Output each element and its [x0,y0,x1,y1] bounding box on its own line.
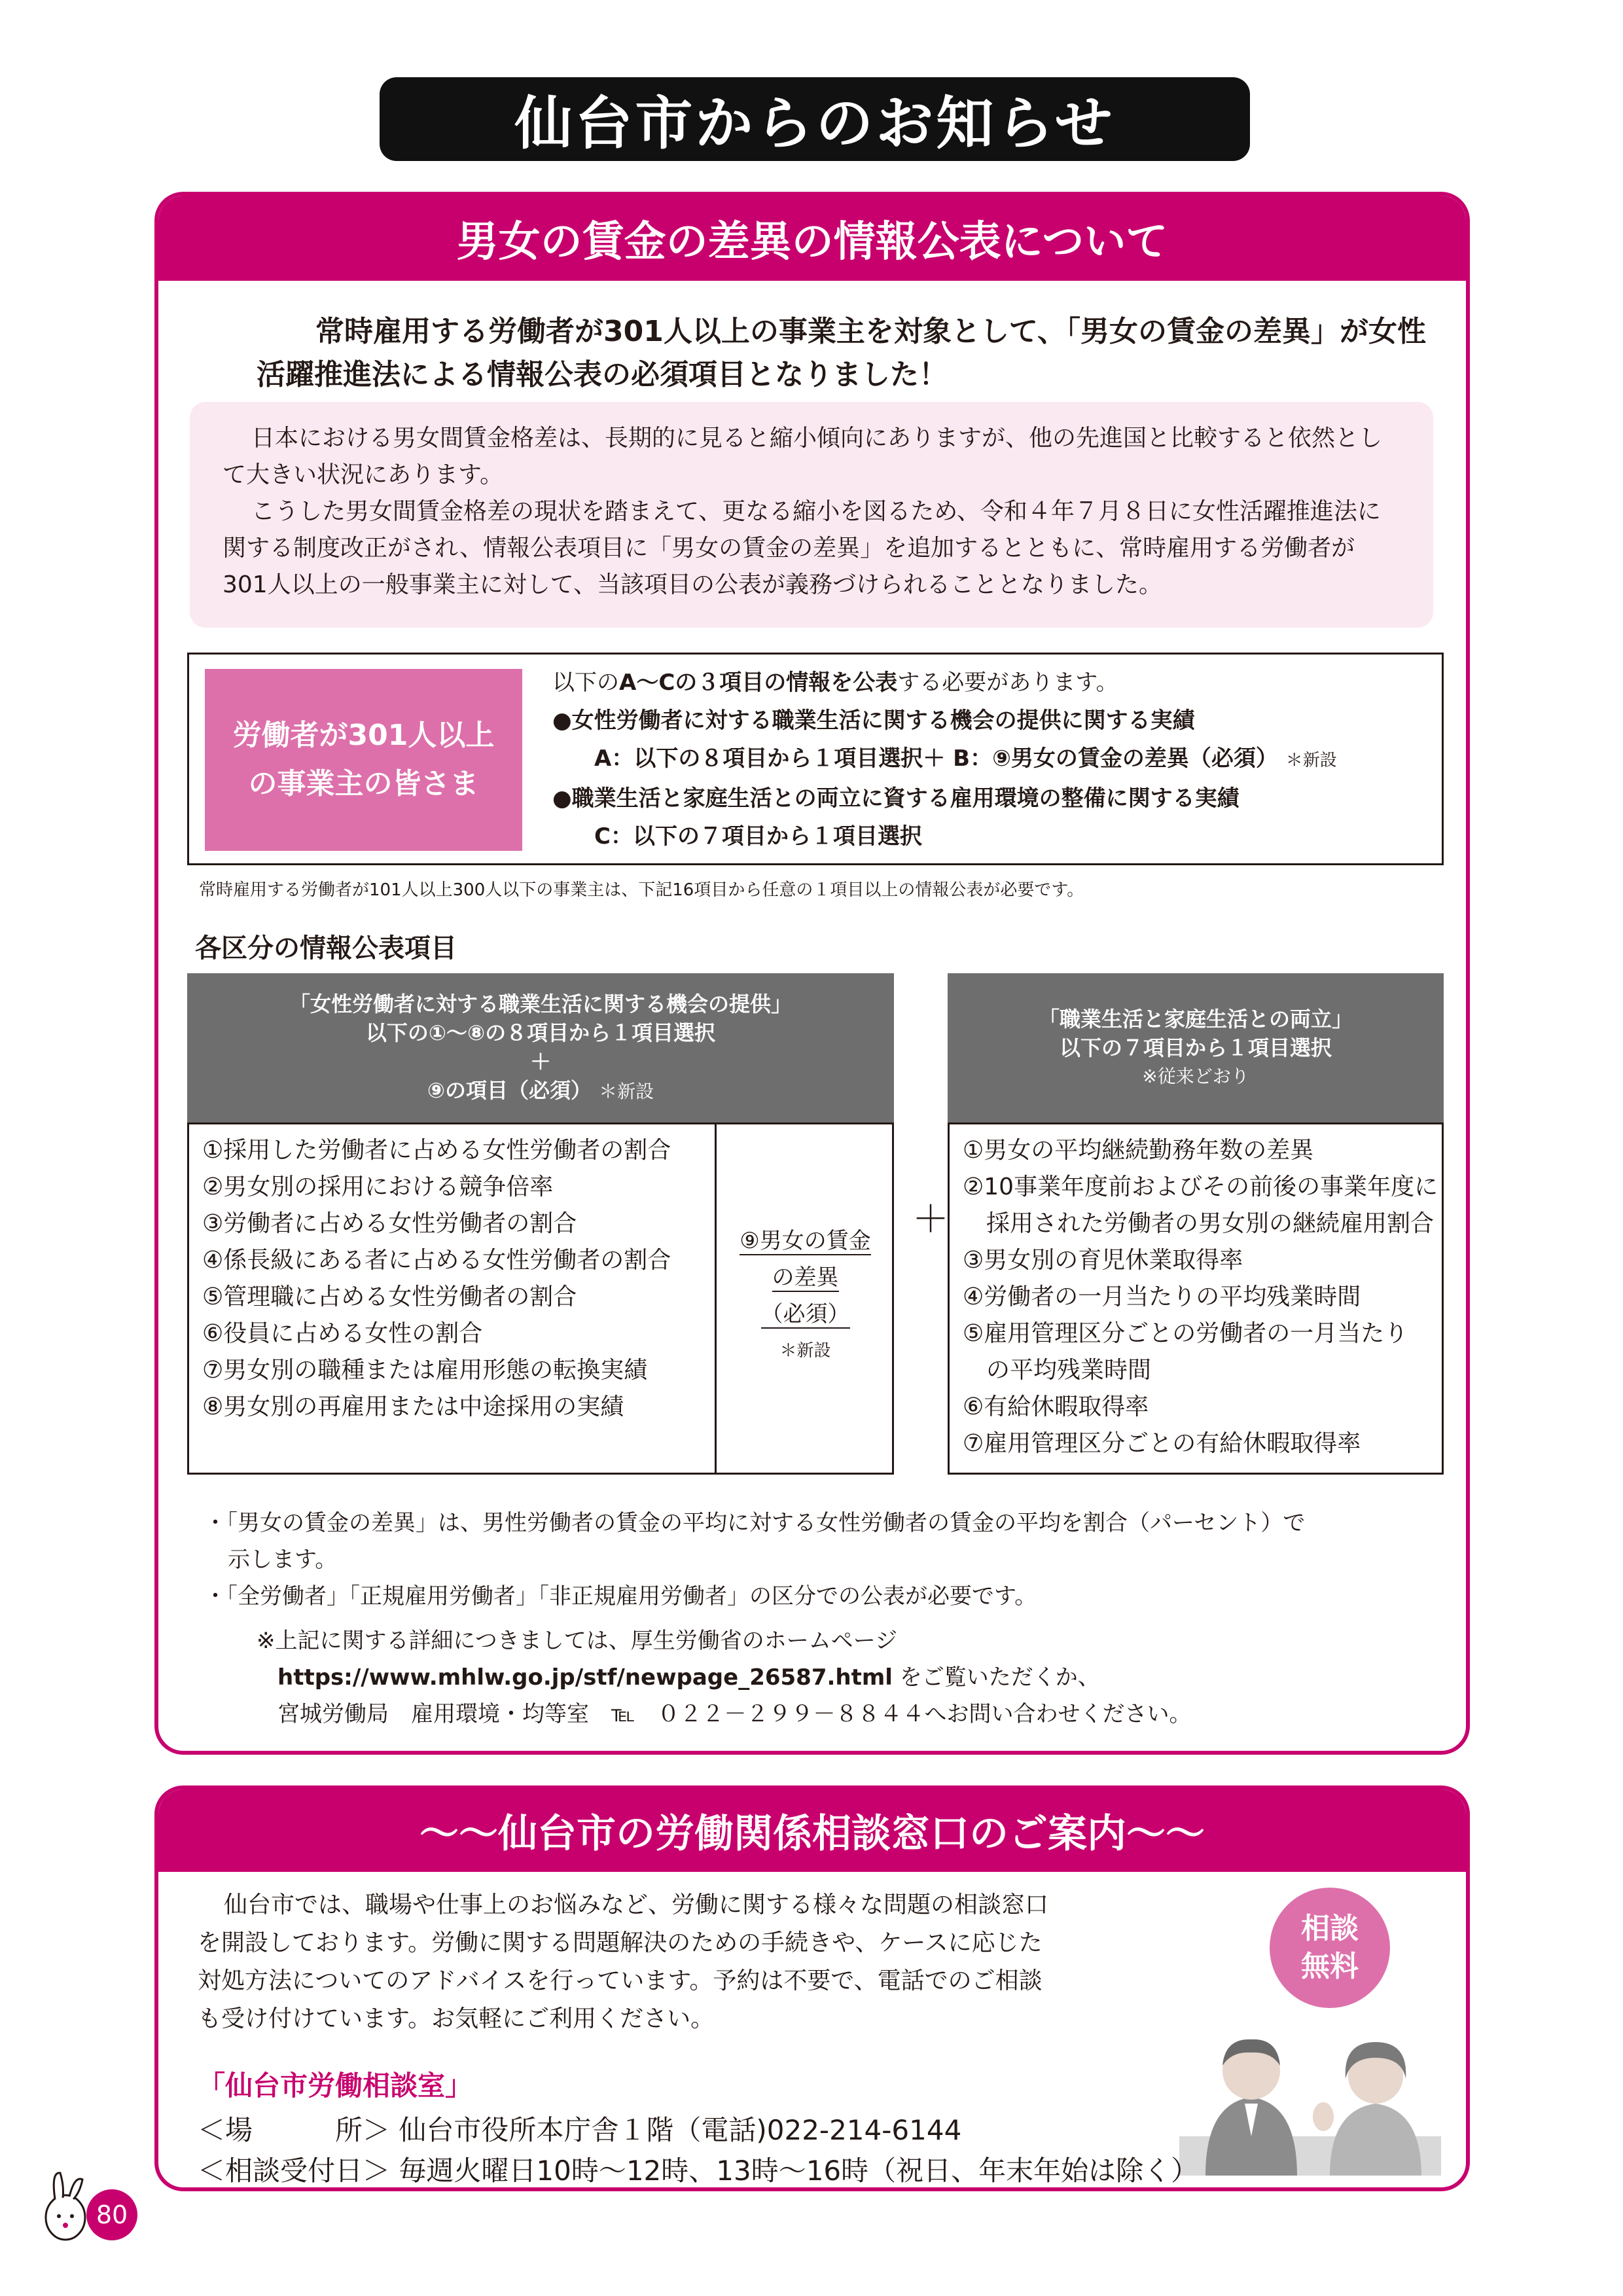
right-head-note: ※従来どおり [1142,1066,1249,1087]
note-2: ・「全労働者」「正規雇用労働者」「非正規雇用労働者」の区分での公表が必要です。 [204,1583,1037,1609]
hours-label: ＜相談受付日＞ [198,2155,391,2187]
req-intro-b: A～Cの３項目の情報を公表 [619,670,898,696]
list-item: ⑦男女別の職種または雇用形態の転換実績 [202,1357,648,1384]
list-item: ③男女別の育児休業取得率 [963,1247,1243,1274]
background-box [190,402,1433,628]
consultation-illustration [1179,2005,1441,2176]
free-consultation-badge [1270,1888,1390,2008]
list-item: ⑥役員に占める女性の割合 [202,1320,483,1347]
target-employers-box [187,653,1444,865]
note-1-line-2: 示します。 [228,1547,338,1573]
mhlw-url-link[interactable]: https://www.mhlw.go.jp/stf/newpage_26587.html [277,1664,893,1691]
reference-line-3: 宮城労働局 雇用環境・均等室 ℡ ０２２－２９９－８８４４へお問い合わせください。 [277,1701,1192,1727]
left-head-line-2: 以下の①～⑧の８項目から１項目選択 [365,1020,716,1045]
consultation-heading: ～～仙台市の労働関係相談窓口のご案内～～ [158,1789,1466,1872]
list-item: ②10事業年度前およびその前後の事業年度に [963,1174,1438,1200]
consultation-section [154,1785,1470,2191]
item9-line-2: の差異 [772,1265,839,1291]
item9-line-3: （必須） [760,1301,850,1327]
background-paragraph-2: こうした男女間賃金格差の現状を踏まえて、更なる縮小を図るため、令和４年７月８日に女性活躍推進法に関する制度改正がされ、情報公表項目に「男女の賃金の差異」を追加するとともに、常時雇用する労働者が301人以上の一般事業主に対して、当該項目の公表が義務づけられることとなりました。 [223,498,1381,598]
wage-gap-section [154,192,1470,1755]
category-heading: 各区分の情報公表項目 [195,933,457,963]
list-item: ③労働者に占める女性労働者の割合 [202,1210,577,1237]
list-item: ①採用した労働者に占める女性労働者の割合 [202,1137,671,1164]
plus-sign: ＋ [912,1198,949,1241]
list-item: ⑥有給休暇取得率 [963,1393,1149,1420]
target-label [205,669,522,851]
place-value: 仙台市役所本庁舎１階（電話)022-214-6144 [399,2114,962,2146]
list-item: ④係長級にある者に占める女性労働者の割合 [202,1247,671,1274]
left-head-new-note: ＊新設 [599,1081,654,1102]
requirement-1: ●女性労働者に対する職業生活に関する機会の提供に関する実績 [552,708,1195,734]
office-info [198,2110,1198,2191]
hours-row [198,2151,1198,2191]
target-label-line-1: 労働者が301人以上 [232,719,495,752]
footnotes [204,1505,1448,1732]
item-9-cell [717,1223,894,1369]
reference-tail: をご覧いただくか、 [899,1664,1100,1691]
list-item: 採用された労働者の男女別の継続雇用割合 [963,1210,1435,1237]
left-item-list [202,1132,713,1426]
list-item: ⑧男女別の再雇用または中途採用の実績 [202,1393,624,1420]
hours-value: 毎週火曜日10時～12時、13時～16時（祝日、年末年始は除く） [399,2155,1199,2187]
list-item: ②男女別の採用における競争倍率 [202,1174,554,1200]
place-row [198,2110,1198,2151]
requirement-1-detail [552,740,1337,780]
req1-sub: A：以下の８項目から１項目選択＋ B：⑨男女の賃金の差異（必須） [594,745,1278,772]
mascot-icon [35,2166,96,2245]
small-employer-note: 常時雇用する労働者が101人以上300人以下の事業主は、下記16項目から任意の１項目以上の情報公表が必要です。 [199,880,1084,900]
requirements-intro [552,664,1337,702]
badge-line-2: 無料 [1301,1950,1359,1983]
lead-statement: 常時雇用する労働者が301人以上の事業主を対象として、「男女の賃金の差異」が女性活躍推進法による情報公表の必須項目となりました！ [257,315,1426,391]
list-item: ④労働者の一月当たりの平均残業時間 [963,1283,1361,1310]
right-head-line-1: 「職業生活と家庭生活との両立」 [1038,1007,1353,1031]
place-label: ＜場 所＞ [198,2114,391,2146]
badge-line-1: 相談 [1301,1912,1359,1945]
reference-line-1: ※上記に関する詳細につきましては、厚生労働省のホームページ [257,1628,898,1654]
intro-line-2: を開設しております。労働に関する問題解決のための手続きや、ケースに応じた [198,1929,1043,1956]
note-1-line-1: ・「男女の賃金の差異」は、男性労働者の賃金の平均に対する女性労働者の賃金の平均を割合（パーセント）で [204,1510,1306,1536]
right-head-line-2: 以下の７項目から１項目選択 [1059,1035,1332,1060]
work-life-header [948,973,1444,1122]
list-item: の平均残業時間 [963,1357,1152,1384]
intro-line-1: 仙台市では、職場や仕事上のお悩みなど、労働に関する様々な問題の相談窓口 [224,1892,1049,1918]
wage-gap-heading: 男女の賃金の差異の情報公表について [158,196,1466,281]
list-item: ⑤管理職に占める女性労働者の割合 [202,1283,577,1310]
intro-line-4: も受け付けています。お気軽にご利用ください。 [198,2005,715,2032]
background-paragraph-1: 日本における男女間賃金格差は、長期的に見ると縮小傾向にありますが、他の先進国と比較すると依然として大きい状況にあります。 [223,425,1383,488]
req-intro-c: する必要があります。 [897,670,1118,696]
left-head-plus: ＋ [529,1049,551,1074]
item9-new-note: ＊新設 [779,1341,831,1361]
requirement-2: ●職業生活と家庭生活との両立に資する雇用環境の整備に関する実績 [552,785,1240,812]
left-head-line-1: 「女性労働者に対する職業生活に関する機会の提供」 [289,992,792,1016]
consultation-intro [198,1886,1219,2038]
office-name: 「仙台市労働相談室」 [198,2070,473,2102]
req-intro-a: 以下の [552,670,619,696]
requirements-text [552,664,1337,855]
work-life-table [948,1122,1444,1475]
list-item: ⑤雇用管理区分ごとの労働者の一月当たり [963,1320,1408,1347]
women-opportunity-header [187,973,894,1122]
req1-new-note: ＊新設 [1285,751,1337,770]
left-head-line-4: ⑨の項目（必須） [427,1078,592,1103]
reference-line-2 [204,1659,1448,1696]
intro-line-3: 対処方法についてのアドバイスを行っています。予約は不要で、電話でのご相談 [198,1967,1043,1994]
page-title: 仙台市からのお知らせ [380,77,1250,161]
list-item: ⑦雇用管理区分ごとの有給休暇取得率 [963,1430,1361,1457]
item9-line-1: ⑨男女の賃金 [740,1228,871,1254]
target-label-line-2: の事業主の皆さま [248,767,479,800]
list-item: ①男女の平均継続勤務年数の差異 [963,1137,1314,1164]
right-item-list [963,1132,1440,1462]
women-opportunity-table [187,1122,894,1475]
requirement-2-detail: C：以下の７項目から１項目選択 [594,823,922,850]
page-number: 80 [86,2189,137,2240]
